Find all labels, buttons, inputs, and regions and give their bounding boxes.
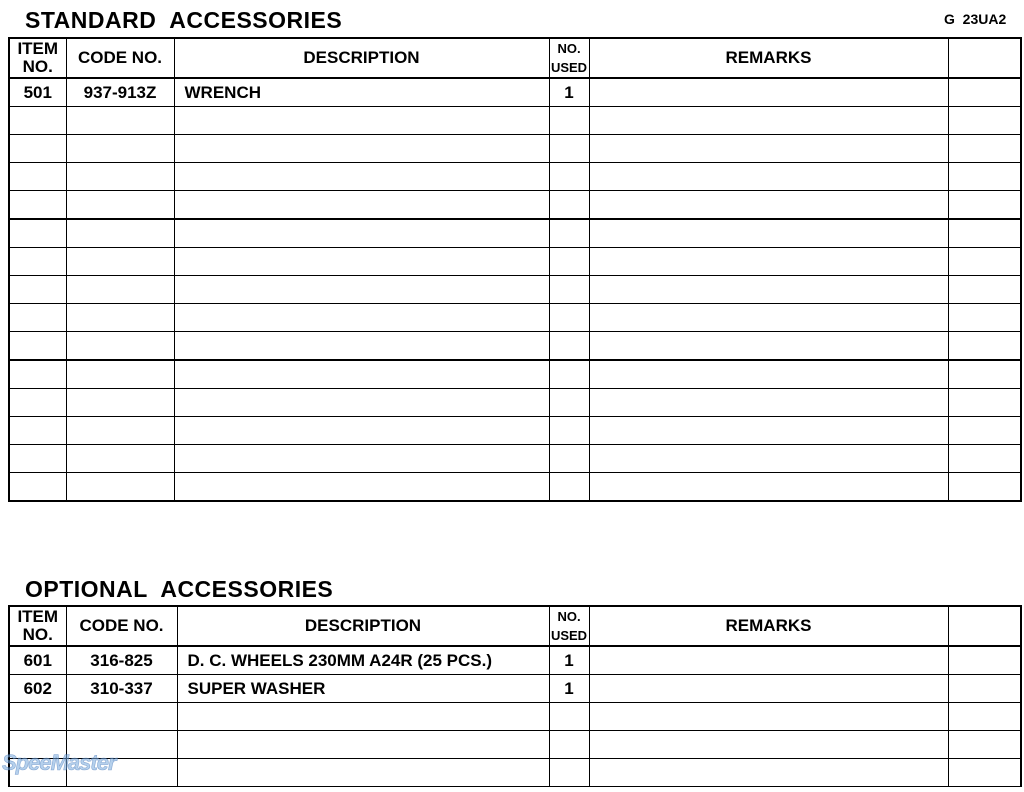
item-no-cell bbox=[9, 191, 66, 220]
code-no-cell bbox=[66, 276, 174, 304]
watermark-logo: SpeeMaster bbox=[2, 750, 116, 775]
remarks-cell bbox=[589, 78, 948, 107]
no-used-cell bbox=[549, 219, 589, 248]
blank-cell bbox=[948, 191, 1021, 220]
remarks-cell bbox=[589, 304, 948, 332]
no-used-cell bbox=[549, 445, 589, 473]
table-row bbox=[9, 360, 1021, 389]
table-row bbox=[9, 276, 1021, 304]
document-code: G 23UA2 bbox=[944, 11, 1007, 27]
blank-cell bbox=[948, 248, 1021, 276]
item-no-cell bbox=[9, 276, 66, 304]
blank-cell bbox=[948, 759, 1021, 787]
item-no-cell bbox=[9, 417, 66, 445]
item-no-cell bbox=[9, 360, 66, 389]
code-no-cell bbox=[66, 389, 174, 417]
table-row bbox=[9, 759, 1021, 787]
code-no-cell bbox=[66, 417, 174, 445]
code-no-cell: 937-913Z bbox=[66, 78, 174, 107]
code-no-cell: 316-825 bbox=[66, 646, 177, 675]
remarks-cell bbox=[589, 445, 948, 473]
no-used-cell bbox=[549, 135, 589, 163]
description-cell bbox=[174, 304, 549, 332]
code-no-cell: 310-337 bbox=[66, 675, 177, 703]
table-row bbox=[9, 389, 1021, 417]
no-used-cell bbox=[549, 276, 589, 304]
description-cell bbox=[174, 276, 549, 304]
blank-cell bbox=[948, 304, 1021, 332]
blank-cell bbox=[948, 473, 1021, 502]
description-cell bbox=[174, 473, 549, 502]
description-cell bbox=[177, 703, 549, 731]
description-cell bbox=[174, 360, 549, 389]
blank-cell bbox=[948, 389, 1021, 417]
standard-accessories-table bbox=[8, 37, 1022, 502]
table-row bbox=[9, 191, 1021, 220]
header-blank bbox=[948, 606, 1021, 646]
no-used-cell bbox=[549, 417, 589, 445]
no-used-cell bbox=[549, 191, 589, 220]
remarks-cell bbox=[589, 248, 948, 276]
no-used-cell: 1 bbox=[549, 675, 589, 703]
header-code-no: CODE NO. bbox=[66, 38, 174, 78]
description-cell bbox=[174, 389, 549, 417]
remarks-cell bbox=[589, 389, 948, 417]
description-cell bbox=[177, 731, 549, 759]
remarks-cell bbox=[589, 731, 948, 759]
remarks-cell bbox=[589, 135, 948, 163]
table-row bbox=[9, 646, 1021, 675]
code-no-cell bbox=[66, 445, 174, 473]
no-used-cell bbox=[549, 703, 589, 731]
blank-cell bbox=[948, 332, 1021, 361]
item-no-cell: 602 bbox=[9, 675, 66, 703]
no-used-cell bbox=[549, 107, 589, 135]
no-used-cell bbox=[549, 389, 589, 417]
table-header-row bbox=[9, 606, 1021, 646]
table-row bbox=[9, 304, 1021, 332]
code-no-cell bbox=[66, 135, 174, 163]
item-no-cell bbox=[9, 163, 66, 191]
remarks-cell bbox=[589, 759, 948, 787]
table-row bbox=[9, 248, 1021, 276]
description-cell bbox=[174, 445, 549, 473]
description-cell bbox=[174, 135, 549, 163]
blank-cell bbox=[948, 360, 1021, 389]
table-row bbox=[9, 107, 1021, 135]
remarks-cell bbox=[589, 107, 948, 135]
blank-cell bbox=[948, 445, 1021, 473]
description-cell bbox=[174, 191, 549, 220]
item-no-cell bbox=[9, 248, 66, 276]
description-cell bbox=[174, 163, 549, 191]
no-used-cell: 1 bbox=[549, 646, 589, 675]
no-used-cell bbox=[549, 360, 589, 389]
no-used-cell bbox=[549, 248, 589, 276]
table-row bbox=[9, 703, 1021, 731]
code-no-cell bbox=[66, 248, 174, 276]
blank-cell bbox=[948, 675, 1021, 703]
item-no-cell bbox=[9, 473, 66, 502]
item-no-cell bbox=[9, 703, 66, 731]
blank-cell bbox=[948, 78, 1021, 107]
optional-accessories-title: OPTIONAL ACCESSORIES bbox=[25, 576, 334, 602]
description-cell: D. C. WHEELS 230MM A24R (25 PCS.) bbox=[177, 646, 549, 675]
item-no-cell bbox=[9, 219, 66, 248]
header-blank bbox=[948, 38, 1021, 78]
remarks-cell bbox=[589, 163, 948, 191]
blank-cell bbox=[948, 219, 1021, 248]
optional-accessories-table bbox=[8, 605, 1022, 787]
blank-cell bbox=[948, 703, 1021, 731]
code-no-cell bbox=[66, 703, 177, 731]
blank-cell bbox=[948, 276, 1021, 304]
item-no-cell bbox=[9, 389, 66, 417]
code-no-cell bbox=[66, 304, 174, 332]
description-cell: SUPER WASHER bbox=[177, 675, 549, 703]
table-row bbox=[9, 731, 1021, 759]
no-used-cell bbox=[549, 731, 589, 759]
table-row bbox=[9, 135, 1021, 163]
remarks-cell bbox=[589, 360, 948, 389]
no-used-cell: 1 bbox=[549, 78, 589, 107]
blank-cell bbox=[948, 646, 1021, 675]
table-row bbox=[9, 417, 1021, 445]
table-row bbox=[9, 219, 1021, 248]
description-cell bbox=[174, 219, 549, 248]
remarks-cell bbox=[589, 646, 948, 675]
remarks-cell bbox=[589, 703, 948, 731]
remarks-cell bbox=[589, 332, 948, 361]
optional-table-body bbox=[9, 646, 1021, 787]
header-remarks: REMARKS bbox=[589, 606, 948, 646]
description-cell bbox=[177, 759, 549, 787]
item-no-cell bbox=[9, 332, 66, 361]
table-row bbox=[9, 163, 1021, 191]
blank-cell bbox=[948, 163, 1021, 191]
header-item-no: ITEM NO. bbox=[9, 38, 66, 78]
no-used-cell bbox=[549, 163, 589, 191]
remarks-cell bbox=[589, 219, 948, 248]
header-description: DESCRIPTION bbox=[177, 606, 549, 646]
header-remarks: REMARKS bbox=[589, 38, 948, 78]
no-used-cell bbox=[549, 473, 589, 502]
code-no-cell bbox=[66, 107, 174, 135]
code-no-cell bbox=[66, 473, 174, 502]
header-no-used: NO. USED bbox=[549, 38, 589, 78]
description-cell bbox=[174, 417, 549, 445]
no-used-cell bbox=[549, 759, 589, 787]
blank-cell bbox=[948, 731, 1021, 759]
no-used-cell bbox=[549, 332, 589, 361]
table-row bbox=[9, 473, 1021, 502]
table-row bbox=[9, 675, 1021, 703]
table-row bbox=[9, 332, 1021, 361]
no-used-cell bbox=[549, 304, 589, 332]
blank-cell bbox=[948, 135, 1021, 163]
description-cell: WRENCH bbox=[174, 78, 549, 107]
header-code-no: CODE NO. bbox=[66, 606, 177, 646]
header-item-no: ITEM NO. bbox=[9, 606, 66, 646]
code-no-cell bbox=[66, 360, 174, 389]
code-no-cell bbox=[66, 219, 174, 248]
item-no-cell bbox=[9, 445, 66, 473]
code-no-cell bbox=[66, 163, 174, 191]
table-row bbox=[9, 78, 1021, 107]
item-no-cell: 601 bbox=[9, 646, 66, 675]
description-cell bbox=[174, 332, 549, 361]
standard-table-body bbox=[9, 78, 1021, 501]
item-no-cell: 501 bbox=[9, 78, 66, 107]
description-cell bbox=[174, 248, 549, 276]
code-no-cell bbox=[66, 191, 174, 220]
header-no-used: NO. USED bbox=[549, 606, 589, 646]
remarks-cell bbox=[589, 473, 948, 502]
table-header-row bbox=[9, 38, 1021, 78]
standard-accessories-title: STANDARD ACCESSORIES bbox=[25, 7, 343, 33]
remarks-cell bbox=[589, 675, 948, 703]
item-no-cell bbox=[9, 135, 66, 163]
header-description: DESCRIPTION bbox=[174, 38, 549, 78]
blank-cell bbox=[948, 417, 1021, 445]
remarks-cell bbox=[589, 191, 948, 220]
item-no-cell bbox=[9, 304, 66, 332]
blank-cell bbox=[948, 107, 1021, 135]
remarks-cell bbox=[589, 276, 948, 304]
description-cell bbox=[174, 107, 549, 135]
code-no-cell bbox=[66, 332, 174, 361]
item-no-cell bbox=[9, 107, 66, 135]
table-row bbox=[9, 445, 1021, 473]
remarks-cell bbox=[589, 417, 948, 445]
